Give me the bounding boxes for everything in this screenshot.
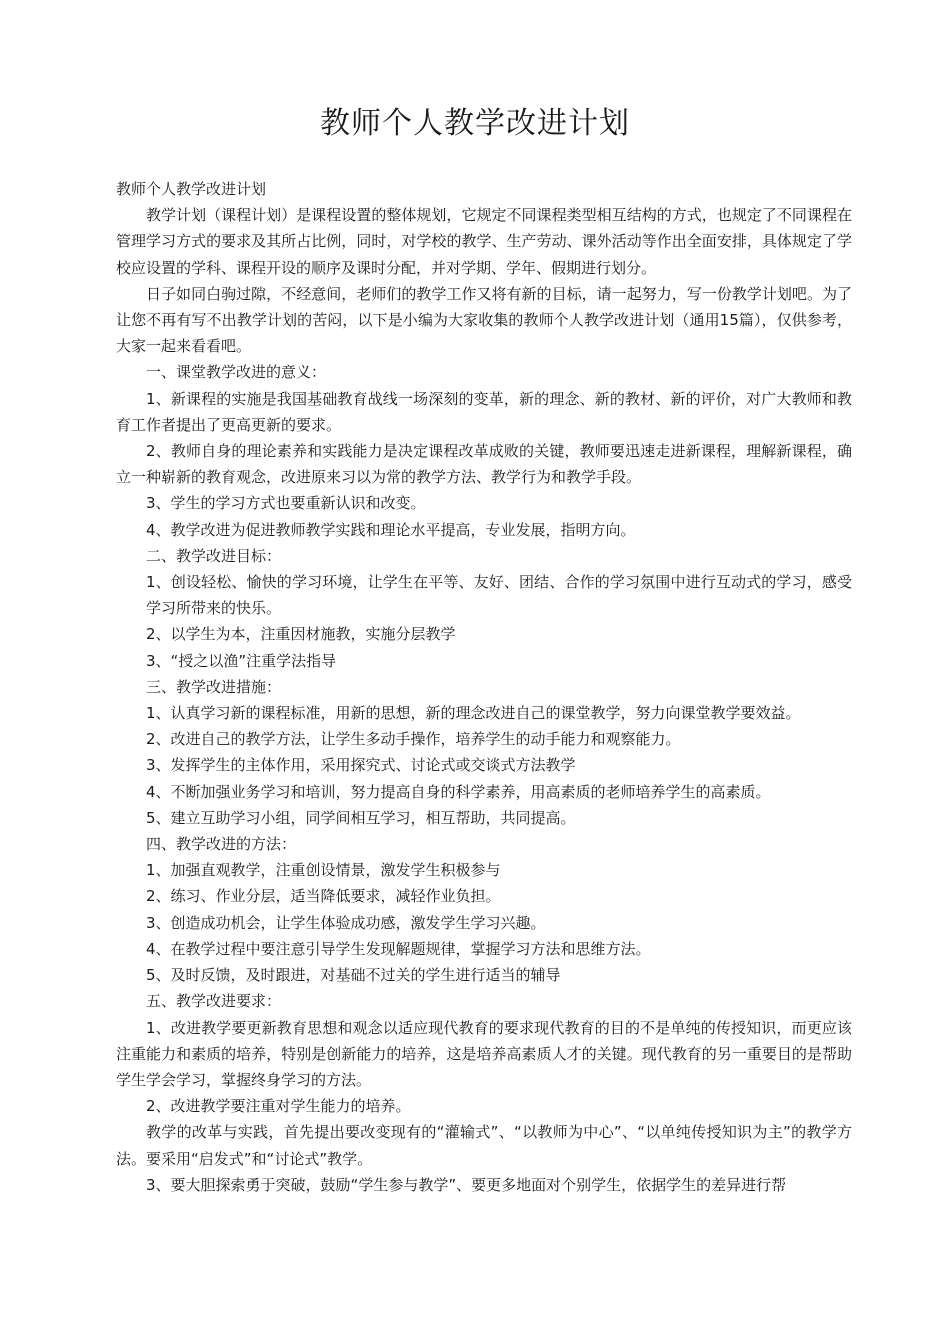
document-paragraph: 二、教学改进目标： <box>146 546 282 565</box>
document-paragraph: 3、“授之以渔”注重学法指导 <box>146 651 337 670</box>
document-title: 教师个人教学改进计划 <box>320 106 630 141</box>
document-paragraph: 教学计划（课程计划）是课程设置的整体规划，它规定不同课程类型相互结构的方式，也规定了不同课程在管理学习方式的要求及其所占比例，同时，对学校的教学、生产劳动、课外活动等作出全面安排，具体规定了学校应设置的学科、课程开设的顺序及课时分配，并对学期、学年、假期进行划分。 <box>116 206 852 277</box>
document-paragraph: 3、学生的学习方式也要重新认识和改变。 <box>146 494 426 513</box>
document-paragraph: 教师个人教学改进计划 <box>116 180 267 198</box>
document-paragraph: 2、教师自身的理论素养和实践能力是决定课程改革成败的关键，教师要迅速走进新课程，理解新课程，确立一种崭新的教育观念，改进原来习以为常的教学方法、教学行为和教学手段。 <box>116 442 852 487</box>
document-paragraph: 5、建立互助学习小组，同学间相互学习，相互帮助，共同提高。 <box>146 808 576 827</box>
document-paragraph: 三、教学改进措施： <box>146 677 282 696</box>
document-paragraph: 一、课堂教学改进的意义： <box>146 363 327 382</box>
document-paragraph: 3、创造成功机会，让学生体验成功感，激发学生学习兴趣。 <box>146 913 546 932</box>
document-paragraph: 1、新课程的实施是我国基础教育战线一场深刻的变革，新的理念、新的教材、新的评价，对广大教师和教育工作者提出了更高更新的要求。 <box>116 389 852 434</box>
document-body <box>116 176 852 1198</box>
document-paragraph: 日子如同白驹过隙，不经意间，老师们的教学工作又将有新的目标，请一起努力，写一份教学计划吧。为了让您不再有写不出教学计划的苦闷，以下是小编为大家收集的教师个人教学改进计划（通用15篇），仅供参考，大家一起来看看吧。 <box>116 284 852 356</box>
document-paragraph: 3、发挥学生的主体作用，采用探究式、讨论式或交谈式方法教学 <box>146 756 576 775</box>
document-paragraph: 1、认真学习新的课程标准，用新的思想，新的理念改进自己的课堂教学，努力向课堂教学要效益。 <box>146 704 801 723</box>
document-paragraph: 2、改进教学要注重对学生能力的培养。 <box>146 1097 411 1116</box>
document-paragraph: 3、要大胆探索勇于突破，鼓励“学生参与教学”、要更多地面对个别学生，依据学生的差异进行帮 <box>146 1175 787 1194</box>
document-paragraph: 四、教学改进的方法： <box>146 835 297 854</box>
document-paragraph: 4、不断加强业务学习和培训，努力提高自身的科学素养，用高素质的老师培养学生的高素质。 <box>146 782 771 801</box>
document-paragraph: 2、改进自己的教学方法，让学生多动手操作，培养学生的动手能力和观察能力。 <box>146 730 681 749</box>
document-paragraph: 2、以学生为本，注重因材施教，实施分层教学 <box>146 625 456 644</box>
document-paragraph: 1、创设轻松、愉快的学习环境，让学生在平等、友好、团结、合作的学习氛围中进行互动式的学习，感受学习所带来的快乐。 <box>146 573 852 618</box>
document-paragraph: 1、改进教学要更新教育思想和观念以适应现代教育的要求现代教育的目的不是单纯的传授知识，而更应该注重能力和素质的培养，特别是创新能力的培养，这是培养高素质人才的关键。现代教育的另一重要目的是帮助学生学会学习，掌握终身学习的方法。 <box>116 1018 852 1089</box>
document-paragraph: 1、加强直观教学，注重创设情景，激发学生积极参与 <box>146 861 501 880</box>
document-paragraph: 教学的改革与实践，首先提出要改变现有的“灌输式”、“以教师为中心”、“以单纯传授知识为主”的教学方法。要采用“启发式”和“讨论式”教学。 <box>116 1123 852 1168</box>
document-paragraph: 5、及时反馈，及时跟进，对基础不过关的学生进行适当的辅导 <box>146 966 561 985</box>
document-paragraph: 4、在教学过程中要注意引导学生发现解题规律，掌握学习方法和思维方法。 <box>146 939 651 958</box>
document-paragraph: 4、教学改进为促进教师教学实践和理论水平提高，专业发展，指明方向。 <box>146 520 636 539</box>
document-paragraph: 五、教学改进要求： <box>146 992 282 1011</box>
document-paragraph: 2、练习、作业分层，适当降低要求，减轻作业负担。 <box>146 887 501 906</box>
